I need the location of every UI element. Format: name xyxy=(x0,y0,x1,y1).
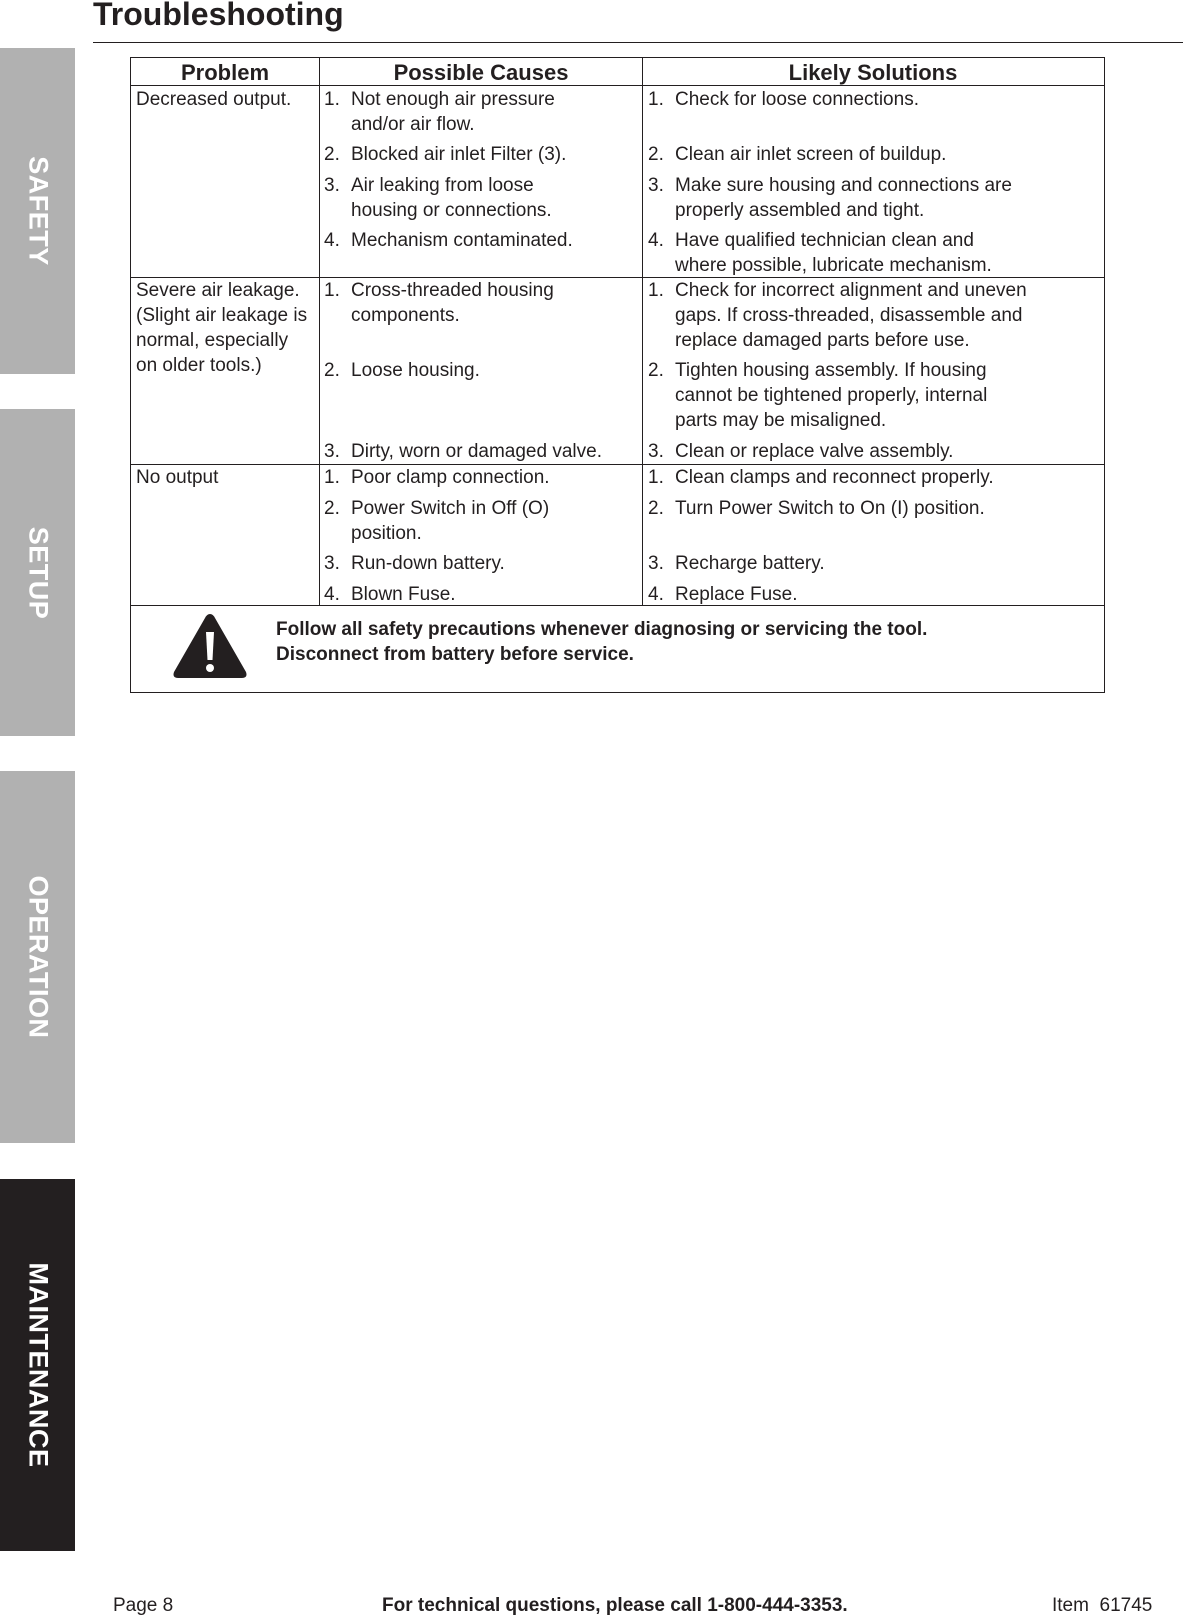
technical-help-line: For technical questions, please call 1-800-444-3353. xyxy=(382,1595,848,1616)
solution-item: 3. Make sure housing and connections are properly assembled and tight. xyxy=(648,175,1012,221)
item-number: Item 61745 xyxy=(1052,1595,1153,1616)
solution-item: 2. Clean air inlet screen of buildup. xyxy=(648,144,947,165)
problem-text: Decreased output. xyxy=(136,89,292,110)
cause-item: 4. Blown Fuse. xyxy=(324,584,456,605)
warning-triangle-icon xyxy=(171,610,249,680)
solution-item: 1. Check for loose connections. xyxy=(648,89,919,110)
cause-item: 1. Poor clamp connection. xyxy=(324,467,550,488)
cause-item: 3. Run-down battery. xyxy=(324,553,505,574)
header-possible-causes: Possible Causes xyxy=(393,60,569,85)
cause-item: 3. Dirty, worn or damaged valve. xyxy=(324,441,602,462)
solution-item: 2. Turn Power Switch to On (I) position. xyxy=(648,498,985,519)
side-tab-safety[interactable] xyxy=(0,48,75,374)
side-tab-label: SAFETY xyxy=(23,156,53,266)
table-row xyxy=(131,85,1104,277)
cause-item: 2. Blocked air inlet Filter (3). xyxy=(324,144,567,165)
solution-item: 4. Replace Fuse. xyxy=(648,584,798,605)
page-title: Troubleshooting xyxy=(93,0,344,32)
header-problem: Problem xyxy=(180,60,270,85)
safety-warning-row xyxy=(131,605,1104,692)
side-tab-label: MAINTENANCE xyxy=(23,1262,53,1468)
warning-line: Follow all safety precautions whenever diagnosing or servicing the tool. xyxy=(276,619,928,640)
cause-item: 4. Mechanism contaminated. xyxy=(324,230,573,251)
table-header-row xyxy=(131,58,1104,85)
solution-item: 3. Recharge battery. xyxy=(648,553,825,574)
solution-item: 1. Check for incorrect alignment and uneven gaps. If cross-threaded, disassemble and replace damaged parts before use. xyxy=(648,280,1027,351)
solution-item: 2. Tighten housing assembly. If housing cannot be tightened properly, internal parts may be misaligned. xyxy=(648,360,988,431)
solution-item: 1. Clean clamps and reconnect properly. xyxy=(648,467,994,488)
header-likely-solutions: Likely Solutions xyxy=(788,60,958,85)
side-tab-operation[interactable] xyxy=(0,771,75,1143)
warning-line: Disconnect from battery before service. xyxy=(276,644,634,665)
title-rule xyxy=(93,42,1183,43)
side-tab-label: OPERATION xyxy=(23,875,53,1039)
cause-item: 2. Loose housing. xyxy=(324,360,480,381)
solution-item: 3. Clean or replace valve assembly. xyxy=(648,441,954,462)
cause-item: 1. Not enough air pressure and/or air flow. xyxy=(324,89,555,135)
safety-warning-text xyxy=(276,617,1076,667)
problem-text: Severe air leakage. (Slight air leakage is normal, especially on older tools.) xyxy=(136,280,308,376)
page-number: Page 8 xyxy=(113,1595,174,1616)
side-tab-maintenance[interactable] xyxy=(0,1179,75,1551)
cause-item: 3. Air leaking from loose housing or connections. xyxy=(324,175,552,221)
table-row xyxy=(131,464,1104,605)
problem-text: No output xyxy=(136,467,219,488)
table-row xyxy=(131,277,1104,464)
solution-item: 4. Have qualified technician clean and where possible, lubricate mechanism. xyxy=(648,230,992,276)
cause-item: 1. Cross-threaded housing components. xyxy=(324,280,554,326)
side-tab-setup[interactable] xyxy=(0,409,75,736)
cause-item: 2. Power Switch in Off (O) position. xyxy=(324,498,550,544)
troubleshooting-table xyxy=(130,57,1105,693)
side-tab-label: SETUP xyxy=(23,526,53,619)
